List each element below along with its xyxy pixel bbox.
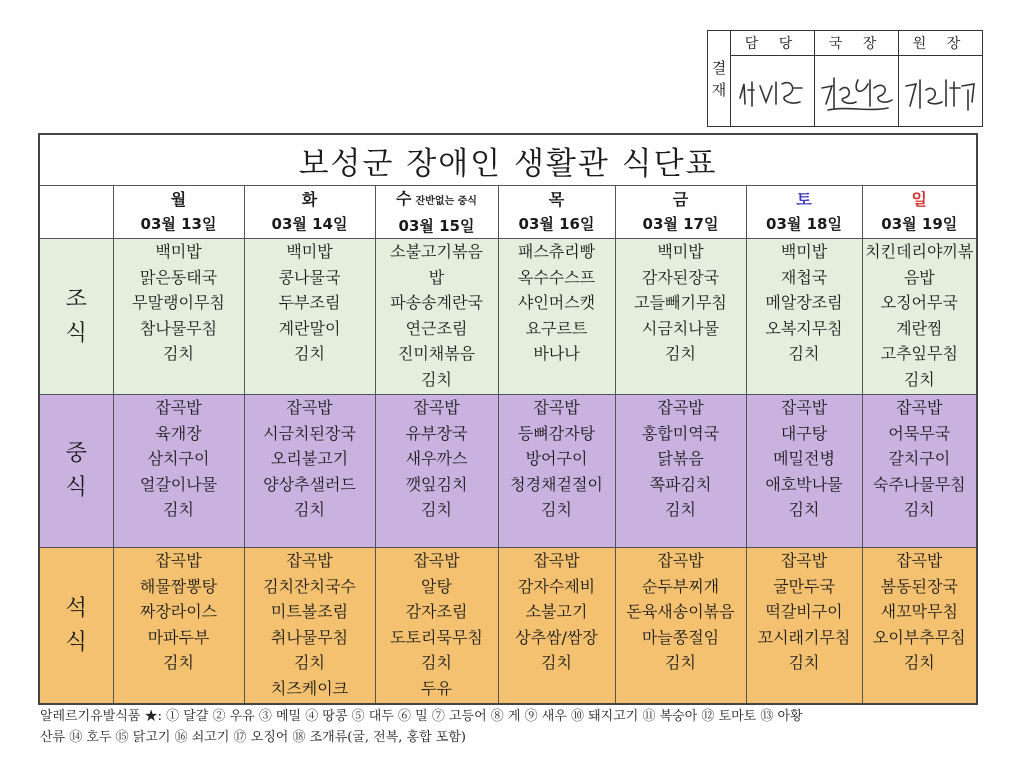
approval-label-char: 재	[711, 80, 727, 99]
dish-item: 얼갈이나물	[139, 474, 218, 494]
dish-item: 잡곡밥	[657, 398, 704, 417]
dish-item: 애호박나물	[765, 474, 843, 494]
dish-item: 새꼬막무침	[880, 602, 958, 621]
dish-item: 김치	[421, 653, 452, 672]
day-name	[616, 188, 746, 212]
dish-item: 김치	[294, 653, 325, 672]
dish-item: 바나나	[533, 344, 580, 363]
dinner-menu-4	[615, 548, 746, 705]
lunch-menu-3	[498, 395, 615, 548]
dish-item: 떡갈비구이	[765, 602, 843, 621]
dish-item: 소불고기	[525, 602, 588, 621]
signature-director	[815, 56, 899, 127]
dish-item: 진미채볶음	[397, 344, 476, 363]
dish-item: 김치	[665, 344, 696, 363]
dish-item: 잡곡밥	[413, 398, 460, 417]
day-date: 03월 15일	[398, 216, 475, 235]
dish-item: 백미밥	[155, 242, 202, 261]
dish-item: 김치	[903, 369, 935, 389]
day-header-6	[862, 186, 977, 239]
dish-item: 김치	[665, 653, 696, 672]
lunch-menu-5	[746, 395, 862, 548]
dish-item: 갈치구이	[888, 449, 951, 468]
dish-item: 방어구이	[525, 449, 588, 468]
dish-item: 파송송계란국	[390, 293, 483, 312]
dish-item: 홍합미역국	[641, 423, 720, 443]
dish-item: 해물짬뽕탕	[139, 576, 218, 596]
dish-item: 잡곡밥	[780, 551, 828, 570]
dish-item: 쪽파김치	[649, 474, 712, 494]
dish-item: 대구탕	[780, 423, 828, 443]
dish-item: 숙주나물무침	[872, 474, 966, 494]
dish-item: 메밀전병	[773, 449, 835, 468]
dish-item: 고들빼기무침	[634, 293, 727, 312]
meal-label-char: 석	[65, 595, 87, 621]
dish-item: 김치	[903, 653, 935, 672]
dish-item: 취나물무침	[270, 627, 349, 647]
dish-item: 백미밥	[286, 242, 333, 261]
day-name-label: 토	[796, 190, 812, 209]
dish-item: 마파두부	[147, 627, 210, 647]
day-date: 03월 16일	[518, 215, 595, 233]
signature-staff-mark	[736, 68, 810, 114]
dish-item: 순두부찌개	[641, 576, 720, 596]
dish-item: 참나물무침	[139, 318, 218, 338]
allergy-note	[40, 706, 975, 748]
day-date: 03월 13일	[140, 215, 217, 233]
dinner-label	[39, 548, 113, 705]
dish-item: 오리불고기	[270, 449, 349, 468]
dish-item: 어묵무국	[888, 423, 951, 443]
dish-item: 마늘쫑절임	[641, 627, 720, 647]
day-date: 03월 17일	[642, 215, 719, 233]
dish-item: 요구르트	[525, 318, 588, 338]
dish-item: 김치	[294, 500, 325, 519]
lunch-menu-4	[615, 395, 746, 548]
dish-item: 청경채겉절이	[510, 474, 603, 494]
approval-role-director: 국 장	[815, 31, 899, 56]
meal-label-char: 식	[65, 475, 87, 500]
corner-cell	[39, 186, 113, 239]
dish-item: 김치	[665, 500, 696, 519]
breakfast-menu-5	[746, 239, 862, 395]
dinner-menu-6	[862, 548, 977, 705]
dinner-row	[39, 548, 977, 705]
dish-item: 두유	[421, 678, 452, 698]
dish-item: 치즈케이크	[270, 678, 349, 698]
dish-item: 옥수수스프	[517, 267, 596, 287]
dish-item: 소불고기볶음	[390, 242, 483, 261]
dish-item: 김치	[903, 500, 935, 519]
dish-item: 계란말이	[278, 318, 341, 338]
dinner-menu-2	[375, 548, 498, 705]
meal-label-char: 식	[65, 629, 87, 655]
dish-item: 밥	[428, 267, 445, 287]
dish-item: 김치	[163, 344, 194, 363]
dish-item: 상추쌈/쌈장	[515, 627, 598, 647]
lunch-menu-2	[375, 395, 498, 548]
dish-item: 계란찜	[896, 318, 943, 338]
dinner-menu-0	[113, 548, 244, 705]
dish-item: 김치	[421, 500, 452, 519]
dish-item: 맑은동태국	[139, 267, 218, 287]
dish-item: 굴만두국	[773, 576, 835, 596]
dish-item: 잡곡밥	[286, 551, 333, 570]
approval-role-staff: 담 당	[731, 31, 815, 56]
dish-item: 오복지무침	[765, 318, 843, 338]
dish-item: 백미밥	[780, 242, 828, 261]
dish-item: 유부장국	[405, 423, 468, 443]
day-name	[114, 188, 244, 212]
day-name-label: 화	[301, 190, 318, 209]
dish-item: 패스츄리빵	[517, 242, 596, 261]
dish-item: 알탕	[421, 576, 452, 596]
dish-item: 새우까스	[405, 449, 468, 468]
dish-item: 잡곡밥	[657, 551, 704, 570]
dish-item: 메알장조림	[765, 293, 843, 312]
day-header-0	[113, 186, 244, 239]
dish-item: 깻잎김치	[405, 474, 468, 494]
day-name-label: 목	[548, 190, 565, 209]
approval-box	[707, 30, 983, 127]
page-title: 보성군 장애인 생활관 식단표	[39, 134, 977, 186]
breakfast-menu-4	[615, 239, 746, 395]
day-header-5	[746, 186, 862, 239]
signature-head-mark	[902, 66, 980, 116]
day-date: 03월 14일	[271, 215, 348, 233]
signature-director-mark	[818, 66, 896, 116]
dish-item: 닭볶음	[657, 449, 704, 468]
allergy-line-1: 알레르기유발식품 ★: ① 달걀 ② 우유 ③ 메밀 ④ 땅콩 ⑤ 대두 ⑥ 밀 ⑦ 고등어 ⑧ 게 ⑨ 새우 ⑩ 돼지고기 ⑪ 복숭아 ⑫ 토마토 ⑬ 아황	[40, 709, 803, 724]
dish-item: 김치잔치국수	[263, 576, 356, 596]
lunch-label	[39, 395, 113, 548]
dish-item: 미트볼조림	[270, 602, 349, 621]
breakfast-row	[39, 239, 977, 395]
dish-item: 잡곡밥	[155, 551, 202, 570]
day-header-1	[244, 186, 375, 239]
dish-item: 잡곡밥	[533, 398, 580, 417]
dish-item: 삼치구이	[147, 449, 210, 468]
dish-item: 치킨데리야끼볶	[865, 242, 974, 261]
lunch-menu-6	[862, 395, 977, 548]
meal-label-char: 중	[65, 441, 87, 466]
day-date: 03월 18일	[766, 215, 842, 233]
dish-item: 감자된장국	[641, 267, 720, 287]
dish-item: 김치	[788, 500, 820, 519]
approval-role-head: 원 장	[899, 31, 983, 56]
day-name	[747, 188, 862, 212]
dish-item: 백미밥	[657, 242, 704, 261]
approval-label	[708, 31, 731, 127]
day-name-label: 월	[170, 190, 187, 209]
dish-item: 시금치된장국	[263, 423, 356, 443]
dish-item: 잡곡밥	[286, 398, 333, 417]
dish-item: 김치	[421, 369, 452, 389]
dish-item: 김치	[788, 653, 820, 672]
dish-item: 고추잎무침	[880, 344, 958, 363]
dish-item: 감자수제비	[517, 576, 596, 596]
dish-item: 시금치나물	[641, 318, 720, 338]
dish-item: 김치	[788, 344, 820, 363]
dish-item: 김치	[163, 500, 194, 519]
dish-item: 돈육새송이볶음	[626, 602, 735, 621]
lunch-menu-0	[113, 395, 244, 548]
day-name	[245, 188, 375, 212]
breakfast-menu-2	[375, 239, 498, 395]
day-name-label: 수	[396, 188, 412, 208]
approval-label-text	[708, 57, 730, 101]
breakfast-menu-6	[862, 239, 977, 395]
dish-item: 샤인머스캣	[517, 293, 596, 312]
day-note: 잔반없는 중식	[415, 195, 477, 207]
day-name-label: 일	[911, 190, 927, 209]
dish-item: 콩나물국	[278, 267, 341, 287]
breakfast-menu-1	[244, 239, 375, 395]
dish-item: 두부조림	[278, 293, 341, 312]
dish-item: 꼬시래기무침	[757, 627, 851, 647]
day-name	[863, 188, 977, 212]
breakfast-label	[39, 239, 113, 395]
signature-staff	[731, 56, 815, 127]
day-name	[376, 187, 498, 214]
dinner-menu-3	[498, 548, 615, 705]
allergy-line-2: 산류 ⑭ 호두 ⑮ 닭고기 ⑯ 쇠고기 ⑰ 오징어 ⑱ 조개류(굴, 전복, 홍합 포함)	[40, 730, 466, 745]
dish-item: 김치	[294, 344, 325, 363]
dish-item: 재첩국	[780, 267, 828, 287]
dish-item: 잡곡밥	[413, 551, 460, 570]
meal-label-char: 식	[65, 320, 87, 346]
dish-item: 오징어무국	[880, 293, 958, 312]
day-header-row	[39, 186, 977, 239]
dish-item: 김치	[541, 653, 572, 672]
lunch-row	[39, 395, 977, 548]
dish-item: 잡곡밥	[155, 398, 202, 417]
dish-item: 김치	[163, 653, 194, 672]
meal-label-char: 조	[65, 286, 87, 312]
dish-item: 육개장	[155, 423, 202, 443]
dish-item: 짜장라이스	[139, 602, 218, 621]
dish-item: 등뼈감자탕	[517, 423, 596, 443]
dish-item: 양상추샐러드	[263, 474, 356, 494]
day-name-label: 금	[672, 190, 689, 209]
dish-item: 잡곡밥	[780, 398, 828, 417]
dish-item: 음밥	[903, 267, 935, 287]
dish-item: 도토리묵무침	[390, 627, 483, 647]
signature-head	[899, 56, 983, 127]
dish-item: 잡곡밥	[896, 398, 943, 417]
approval-label-char: 결	[711, 58, 727, 77]
dish-item: 연근조림	[405, 318, 468, 338]
dish-item: 김치	[541, 500, 572, 519]
dish-item: 봄동된장국	[880, 576, 958, 596]
day-header-4	[615, 186, 746, 239]
dinner-menu-5	[746, 548, 862, 705]
day-date: 03월 19일	[881, 215, 958, 233]
dish-item: 무말랭이무침	[132, 293, 225, 312]
dinner-menu-1	[244, 548, 375, 705]
day-header-2	[375, 186, 498, 239]
dish-item: 잡곡밥	[533, 551, 580, 570]
day-header-3	[498, 186, 615, 239]
breakfast-menu-3	[498, 239, 615, 395]
dish-item: 감자조림	[405, 602, 468, 621]
lunch-menu-1	[244, 395, 375, 548]
day-name	[499, 188, 615, 212]
dish-item: 오이부추무침	[872, 627, 966, 647]
breakfast-menu-0	[113, 239, 244, 395]
menu-table	[38, 133, 978, 705]
dish-item: 잡곡밥	[896, 551, 943, 570]
